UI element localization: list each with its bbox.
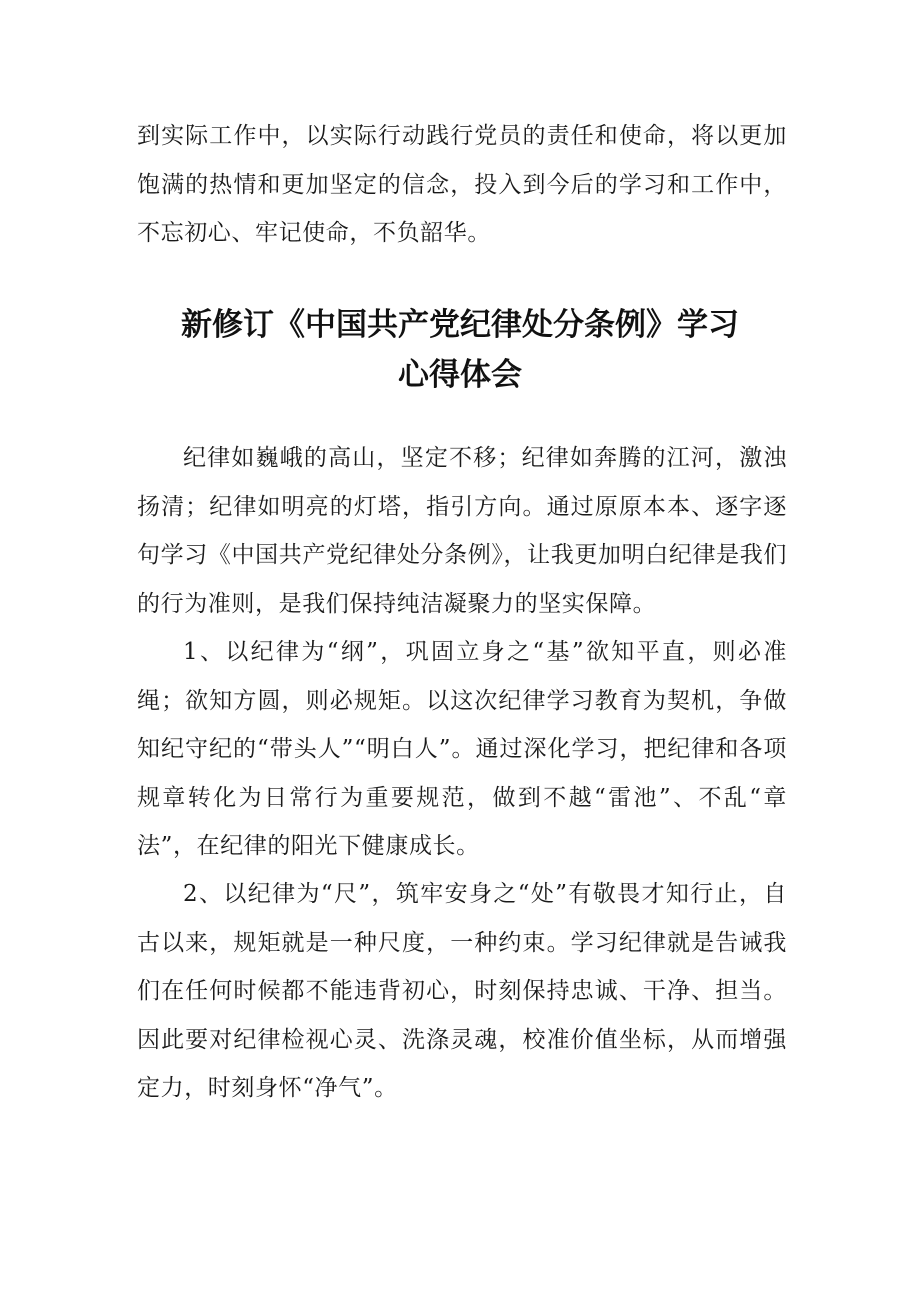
title-line-1: 新修订《中国共产党纪律处分条例》学习 [181, 307, 739, 343]
body-paragraph-block-1 [137, 434, 787, 628]
body-paragraph-2: 1、以纪律为“纲”，巩固立身之“基”欲知平直，则必准绳；欲知方圆，则必规矩。以这次纪律学习教育为契机，争做知纪守纪的“带头人”“明白人”。通过深化学习，把纪律和各项规章转化为日常行为重要规范，做到不越“雷池”、不乱“章法”，在纪律的阳光下健康成长。 [137, 639, 787, 859]
body-paragraph-1: 纪律如巍峨的高山，坚定不移；纪律如奔腾的江河，激浊扬清；纪律如明亮的灯塔，指引方向。通过原原本本、逐字逐句学习《中国共产党纪律处分条例》，让我更加明白纪律是我们的行为准则，是我们保持纯洁凝聚力的坚实保障。 [137, 445, 787, 617]
document-title [110, 300, 810, 400]
continuation-paragraph-block [137, 112, 787, 258]
title-line-2: 心得体会 [398, 357, 522, 393]
body-paragraph-block-2 [137, 628, 787, 871]
body-paragraph-3: 2、以纪律为“尺”，筑牢安身之“处”有敬畏才知行止，自古以来，规矩就是一种尺度，一种约束。学习纪律就是告诫我们在任何时候都不能违背初心，时刻保持忠诚、干净、担当。因此要对纪律检视心灵、洗涤灵魂，校准价值坐标，从而增强定力，时刻身怀“净气”。 [137, 881, 787, 1101]
continuation-paragraph: 到实际工作中，以实际行动践行党员的责任和使命，将以更加饱满的热情和更加坚定的信念，投入到今后的学习和工作中，不忘初心、牢记使命，不负韶华。 [137, 123, 787, 246]
body-paragraph-block-3 [137, 870, 787, 1113]
